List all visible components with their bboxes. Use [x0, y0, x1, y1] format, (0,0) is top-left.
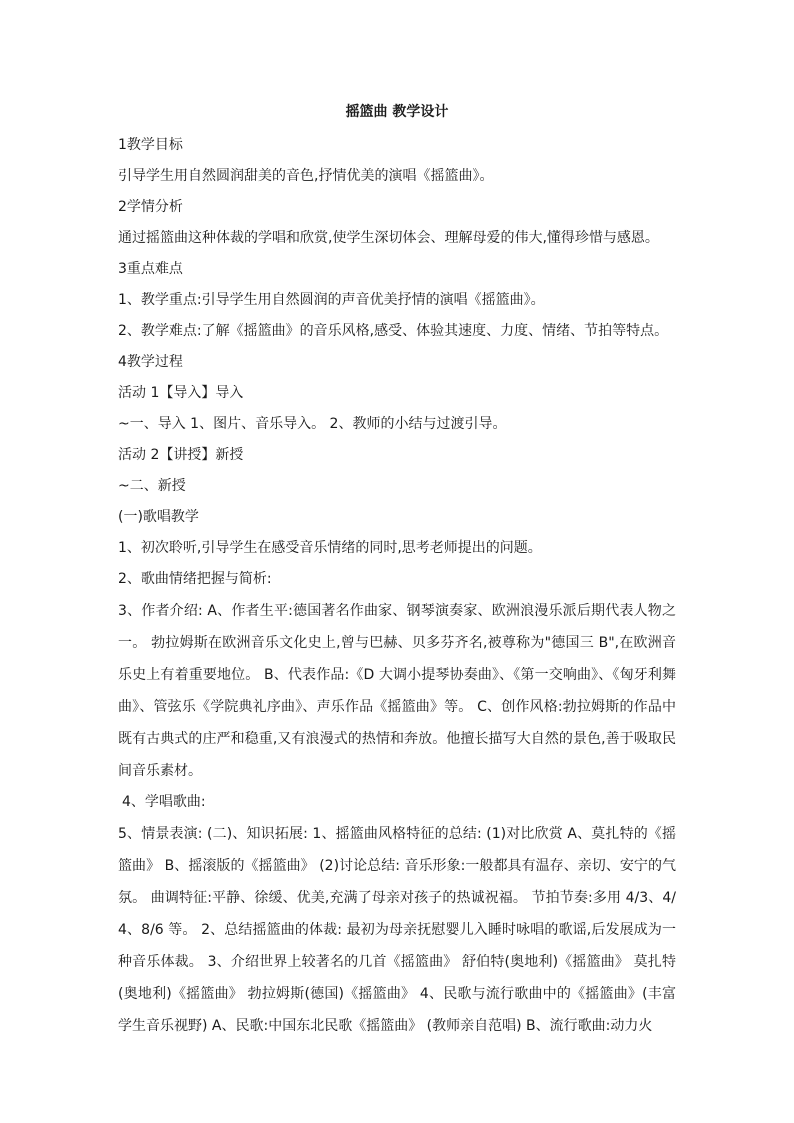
activity-2-heading: 活动 2【讲授】新授 [118, 447, 244, 463]
activity-1-heading: 活动 1【导入】导入 [118, 385, 244, 401]
step-first-listen: 1、初次聆听,引导学生在感受音乐情绪的同时,思考老师提出的问题。 [118, 540, 542, 556]
heading-learner-analysis: 2学情分析 [118, 199, 183, 215]
heading-process: 4教学过程 [118, 354, 183, 370]
step-learn-song: 4、学唱歌曲: [122, 794, 206, 810]
document-title: 摇篮曲 教学设计 [345, 104, 449, 120]
paragraph-scene-performance: 5、情景表演: (二)、知识拓展: 1、摇篮曲风格特征的总结: (1)对比欣赏 A、莫扎特的《摇篮曲》 B、摇滚版的《摇篮曲》 (2)讨论总结: 音乐形象:一般都具有温存、亲切、安宁的气氛。 曲调特征:平静、徐缓、优美,充满了母亲对孩子的热诚祝福。 节拍节奏:多用 4/3、4/4、8/6 等。 2、总结摇篮曲的体裁: 最初为母亲抚慰婴儿入睡时咏唱的歌谣,后发展成为一种音乐体裁。 3、介绍世界上较著名的几首《摇篮曲》 舒伯特(奥地利)《摇篮曲》 莫扎特(奥地利)《摇篮曲》 勃拉姆斯(德国)《摇篮曲》 4、民歌与流行歌曲中的《摇篮曲》(丰富学生音乐视野) A、民歌:中国东北民歌《摇篮曲》 (教师亲自范唱) B、流行歌曲:动力火 [118, 826, 676, 1034]
text-objectives: 引导学生用自然圆润甜美的音色,抒情优美的演唱《摇篮曲》。 [118, 168, 494, 184]
step-emotion-analysis: 2、歌曲情绪把握与简析: [118, 571, 272, 587]
section-singing: (一)歌唱教学 [118, 509, 199, 525]
section-new-lesson: ~二、新授 [118, 478, 186, 494]
text-learner-analysis: 通过摇篮曲这种体裁的学唱和欣赏,使学生深切体会、理解母爱的伟大,懂得珍惜与感恩。 [118, 230, 659, 246]
activity-1-text: ~一、导入 1、图片、音乐导入。 2、教师的小结与过渡引导。 [118, 416, 507, 432]
text-key-point: 1、教学重点:引导学生用自然圆润的声音优美抒情的演唱《摇篮曲》。 [118, 292, 545, 308]
paragraph-author-intro: 3、作者介绍: A、作者生平:德国著名作曲家、钢琴演奏家、欧洲浪漫乐派后期代表人物之一。 勃拉姆斯在欧洲音乐文化史上,曾与巴赫、贝多芬齐名,被尊称为"德国三 B",在欧洲音乐史上有着重要地位。 B、代表作品:《D 大调小提琴协奏曲》、《第一交响曲》、《匈牙利舞曲》、管弦乐《学院典礼序曲》、声乐作品《摇篮曲》等。 C、创作风格:勃拉姆斯的作品中既有古典式的庄严和稳重,又有浪漫式的热情和奔放。他擅长描写大自然的景色,善于吸取民间音乐素材。 [118, 603, 676, 779]
text-difficult-point: 2、教学难点:了解《摇篮曲》的音乐风格,感受、体验其速度、力度、情绪、节拍等特点。 [118, 323, 669, 339]
document-body [118, 130, 676, 1042]
heading-objectives: 1教学目标 [118, 137, 183, 153]
heading-key-points: 3重点难点 [118, 261, 183, 277]
